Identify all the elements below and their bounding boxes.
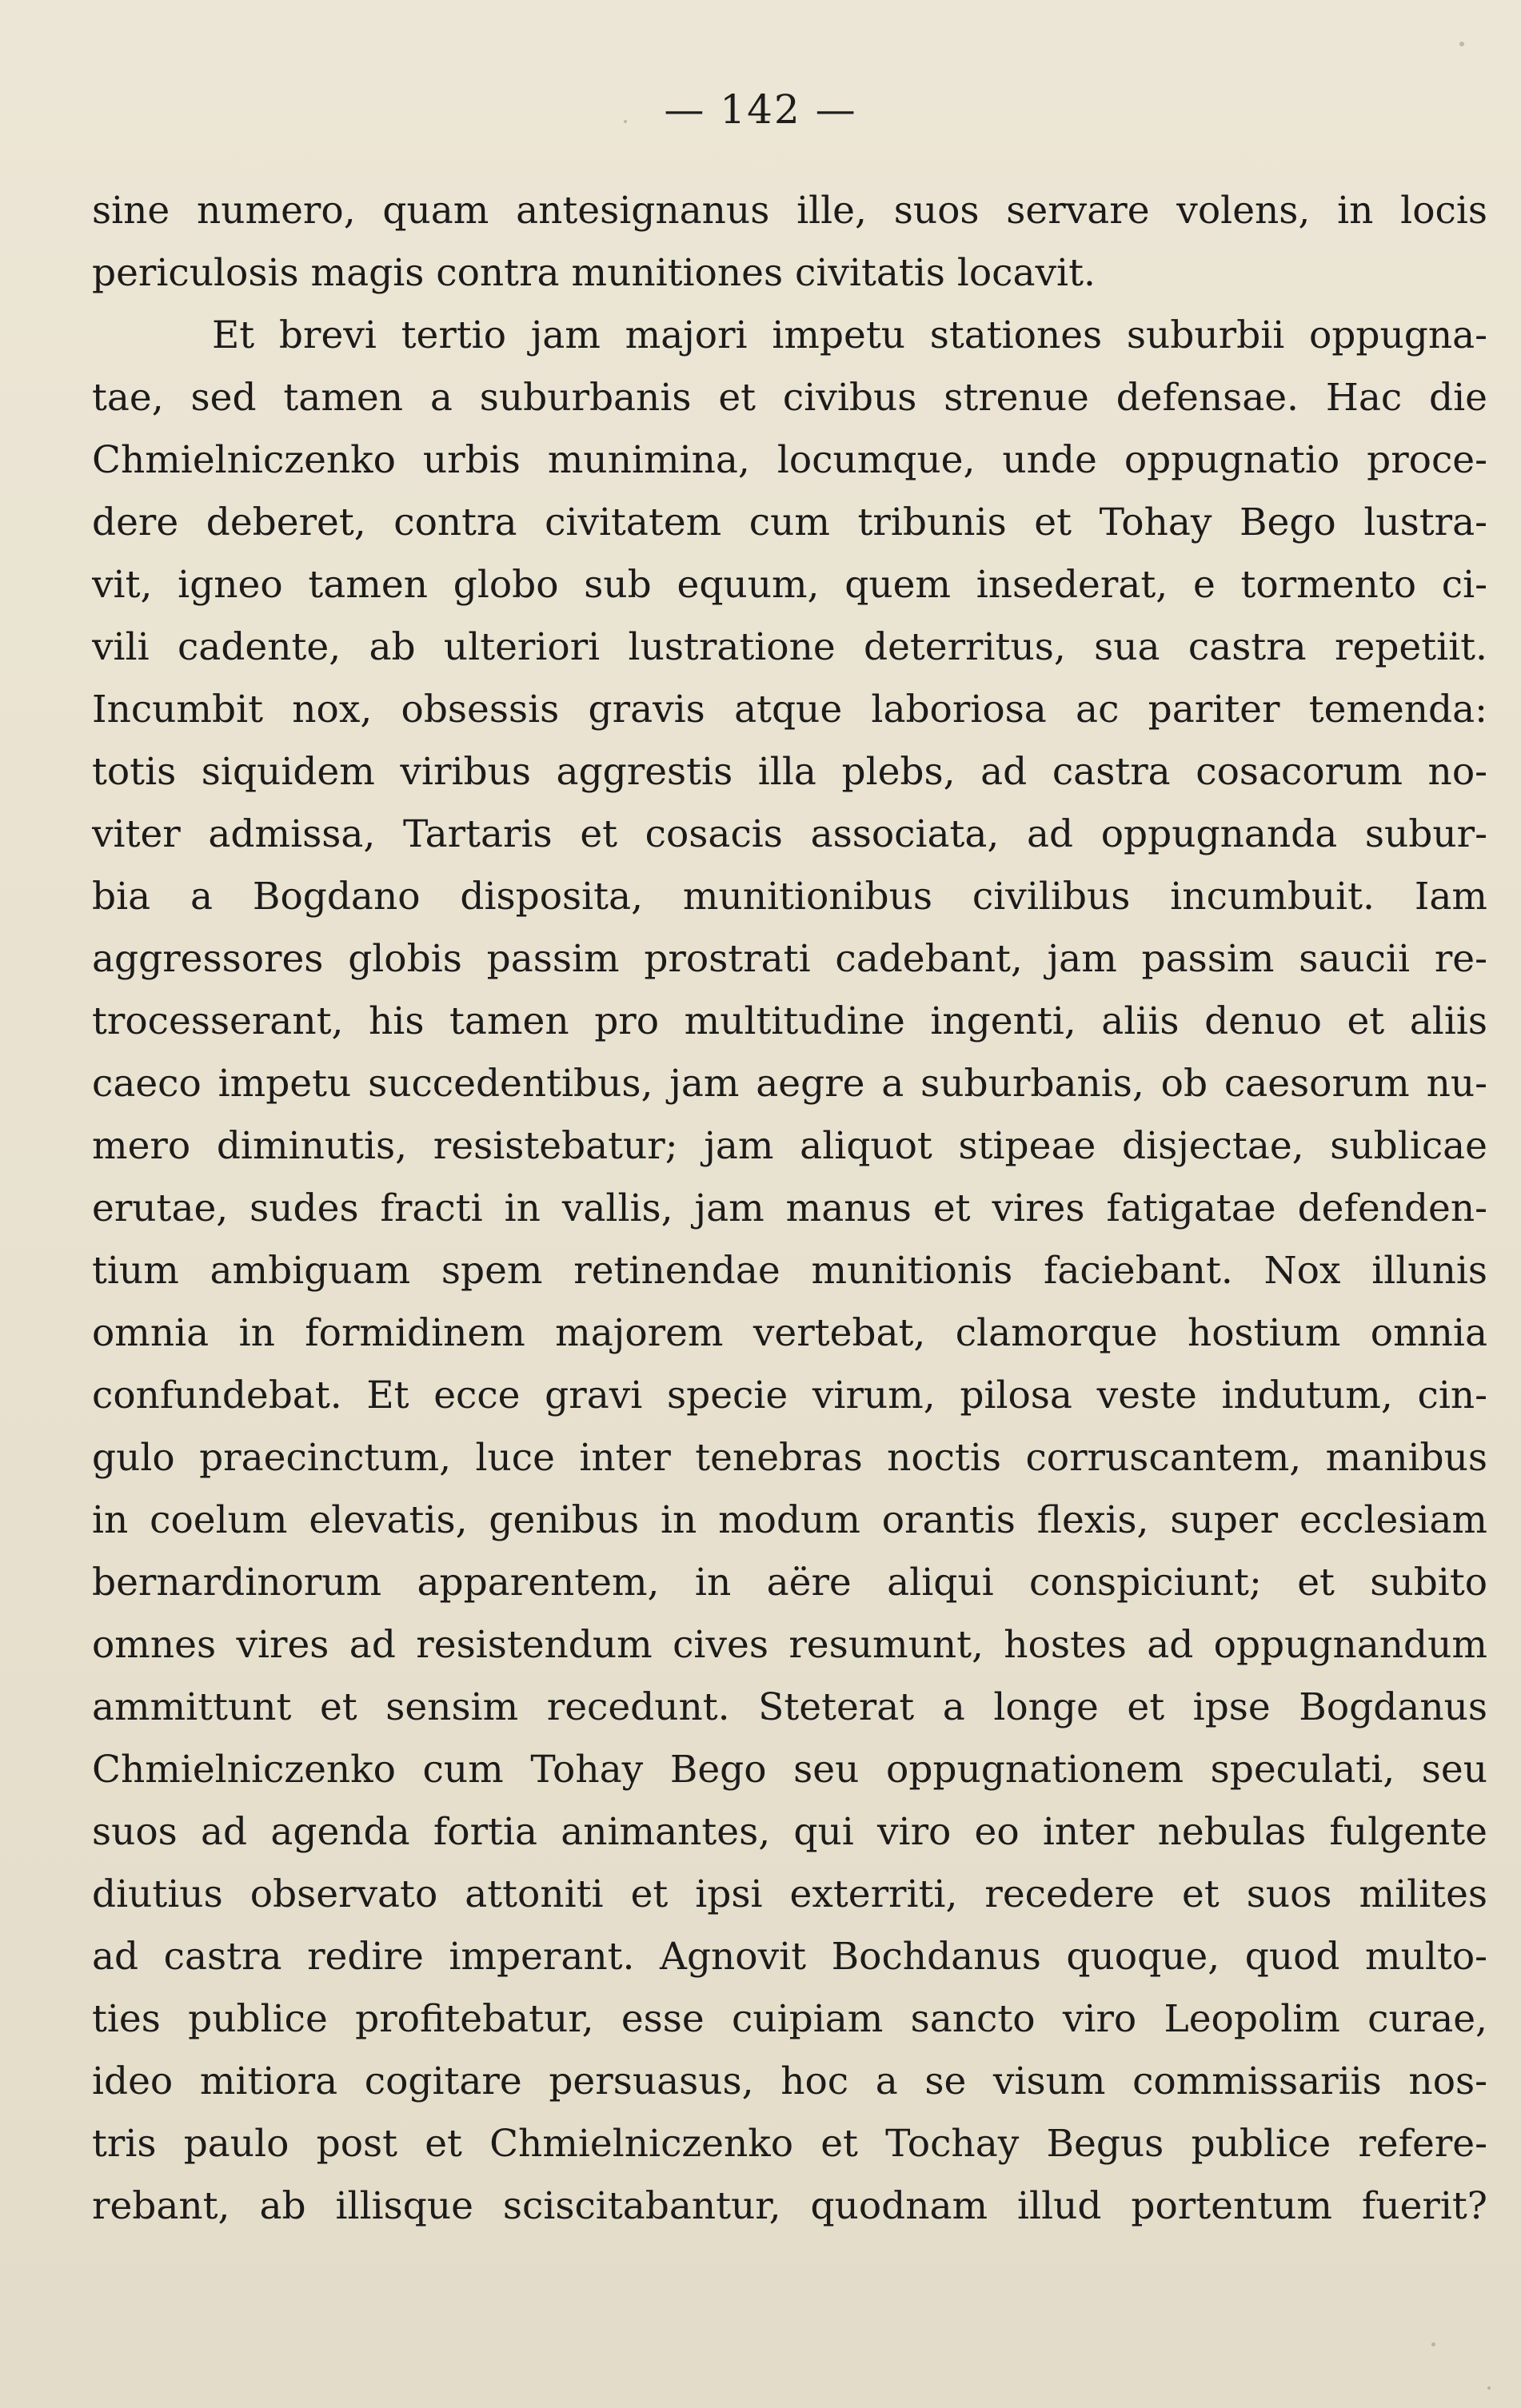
text-line: aggressores globis passim prostrati cadebant, jam passim saucii re- xyxy=(92,937,1487,981)
text-line: trocesserant, his tamen pro multitudine ingenti, aliis denuo et aliis xyxy=(92,999,1487,1043)
text-line: mero diminutis, resistebatur; jam aliquot stipeae disjectae, sublicae xyxy=(92,1124,1487,1168)
paper-speck xyxy=(1459,42,1464,46)
text-line: ties publice profitebatur, esse cuipiam sancto viro Leopolim curae, xyxy=(92,1997,1487,2041)
text-line: diutius observato attoniti et ipsi exterriti, recedere et suos milites xyxy=(92,1872,1487,1916)
text-line: ideo mitiora cogitare persuasus, hoc a se visum commissariis nos- xyxy=(92,2059,1487,2103)
text-line: caeco impetu succedentibus, jam aegre a suburbanis, ob caesorum nu- xyxy=(92,1062,1487,1106)
text-line: omnes vires ad resistendum cives resumunt, hostes ad oppugnandum xyxy=(92,1623,1487,1667)
text-line: Chmielniczenko urbis munimina, locumque, unde oppugnatio proce- xyxy=(92,438,1487,482)
text-line: ammittunt et sensim recedunt. Steterat a longe et ipse Bogdanus xyxy=(92,1685,1487,1729)
text-line: Incumbit nox, obsessis gravis atque laboriosa ac pariter temenda: xyxy=(92,688,1487,732)
text-line: totis siquidem viribus aggrestis illa plebs, ad castra cosacorum no- xyxy=(92,750,1487,794)
text-line: sine numero, quam antesignanus ille, suos servare volens, in locis xyxy=(92,189,1487,233)
text-line: gulo praecinctum, luce inter tenebras noctis corruscantem, manibus xyxy=(92,1436,1487,1480)
text-line: tris paulo post et Chmielniczenko et Tochay Begus publice refere- xyxy=(92,2122,1487,2166)
text-line: in coelum elevatis, genibus in modum orantis flexis, super ecclesiam xyxy=(92,1498,1487,1542)
text-line: confundebat. Et ecce gravi specie virum, pilosa veste indutum, cin- xyxy=(92,1373,1487,1417)
text-line: omnia in formidinem majorem vertebat, clamorque hostium omnia xyxy=(92,1311,1487,1355)
text-line: bernardinorum apparentem, in aëre aliqui conspiciunt; et subito xyxy=(92,1561,1487,1605)
text-line: tae, sed tamen a suburbanis et civibus strenue defensae. Hac die xyxy=(92,376,1487,420)
paper-speck xyxy=(624,120,627,123)
text-line: erutae, sudes fracti in vallis, jam manus et vires fatigatae defenden- xyxy=(92,1186,1487,1230)
paper-speck xyxy=(1487,2386,1491,2390)
text-line: rebant, ab illisque sciscitabantur, quodnam illud portentum fuerit? xyxy=(92,2184,1487,2228)
text-line: vit, igneo tamen globo sub equum, quem insederat, e tormento ci- xyxy=(92,563,1487,607)
paper-speck xyxy=(1431,2342,1435,2346)
text-line: bia a Bogdano disposita, munitionibus civilibus incumbuit. Iam xyxy=(92,875,1487,919)
text-line: suos ad agenda fortia animantes, qui viro eo inter nebulas fulgente xyxy=(92,1810,1487,1854)
text-line: viter admissa, Tartaris et cosacis associata, ad oppugnanda subur- xyxy=(92,812,1487,856)
text-line: tium ambiguam spem retinendae munitionis faciebant. Nox illunis xyxy=(92,1249,1487,1293)
text-line: vili cadente, ab ulteriori lustratione deterritus, sua castra repetiit. xyxy=(92,625,1487,669)
text-line: dere deberet, contra civitatem cum tribunis et Tohay Bego lustra- xyxy=(92,500,1487,544)
page-number: — 142 — xyxy=(664,86,857,133)
text-line: ad castra redire imperant. Agnovit Bochdanus quoque, quod multo- xyxy=(92,1935,1487,1979)
text-line: Chmielniczenko cum Tohay Bego seu oppugnationem speculati, seu xyxy=(92,1748,1487,1792)
text-line: Et brevi tertio jam majori impetu stationes suburbii oppugna- xyxy=(212,313,1487,357)
text-line: periculosis magis contra munitiones civitatis locavit. xyxy=(92,251,1096,295)
body-text xyxy=(92,180,1487,2238)
